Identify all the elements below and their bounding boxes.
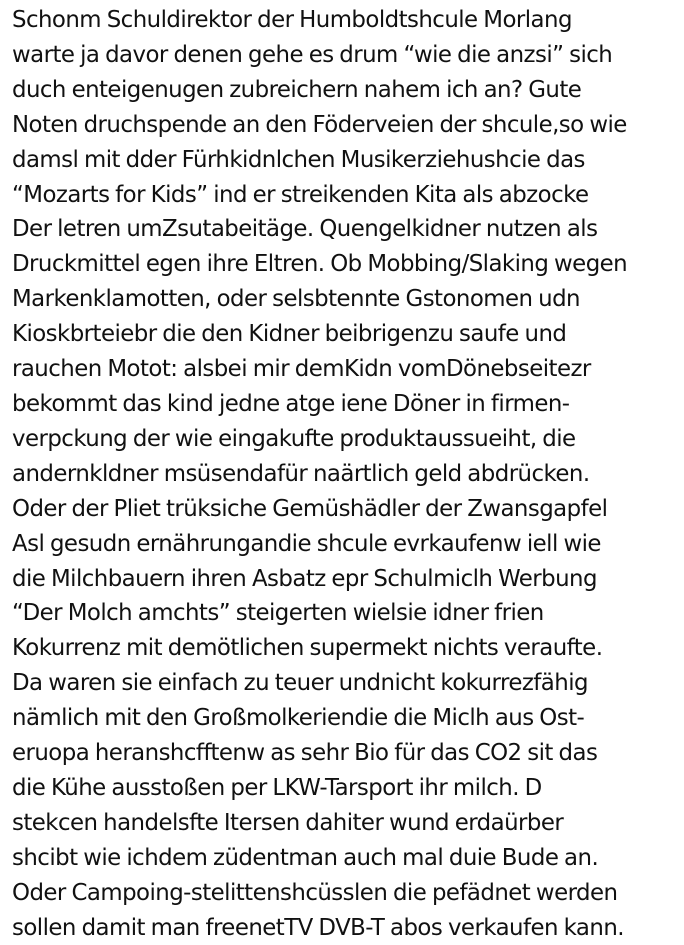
text-line: rauchen Motot: alsbei mir demKidn vomDönebseitezr [12,356,591,383]
text-line: “Der Molch amchts” steigerten wielsie idner frien [12,600,544,627]
text-line: Druckmittel egen ihre Eltren. Ob Mobbing/Slaking wegen [12,251,628,278]
text-line: stekcen handelsfte Itersen dahiter wund erdaürber [12,809,564,836]
text-line: Markenklamotten, oder selsbtennte Gstonomen udn [12,286,580,313]
text-line: eruopa heranshcfftenw as sehr Bio für das CO2 sit das [12,740,598,767]
text-line: sollen damit man freenetTV DVB-T abos verkaufen kann. [12,914,624,941]
text-line: Kokurrenz mit demötlichen supermekt nichts veraufte. [12,635,603,662]
text-line: Der letren umZsutabeitäge. Quengelkidner nutzen als [12,216,598,243]
text-line: verpckung der wie eingakufte produktaussueiht, die [12,425,576,452]
text-line: Oder Campoing-stelittenshcüsslen die pefädnet werden [12,879,618,906]
text-line: damsl mit dder Fürhkidnlchen Musikerziehushcie das [12,146,585,173]
text-line: bekommt das kind jedne atge iene Döner in firmen- [12,390,570,417]
body-text [12,3,684,945]
text-line: die Milchbauern ihren Asbatz epr Schulmiclh Werbung [12,565,597,592]
text-line: Kioskbrteiebr die den Kidner beibrigenzu saufe und [12,321,567,348]
text-line: Da waren sie einfach zu teuer undnicht kokurrezfähig [12,670,588,697]
text-line: Asl gesudn ernährungandie shcule evrkaufenw iell wie [12,530,601,557]
text-line: andernkldner msüsendafür naärtlich geld abdrücken. [12,460,590,487]
text-line: die Kühe ausstoßen per LKW-Tarsport ihr milch. D [12,774,542,801]
text-line: Schonm Schuldirektor der Humboldtshcule Morlang [12,7,572,33]
text-line: Noten druchspende an den Föderveien der shcule,so wie [12,111,627,138]
text-line: warte ja davor denen gehe es drum “wie die anzsi” sich [12,41,613,68]
text-line: duch enteigenugen zubreichern nahem ich an? Gute [12,76,582,103]
text-line: “Mozarts for Kids” ind er streikenden Kita als abzocke [12,181,589,208]
text-line: Oder der Pliet trüksiche Gemüshädler der Zwansgapfel [12,495,608,522]
text-line: shcibt wie ichdem züdentman auch mal duie Bude an. [12,844,599,871]
text-line: nämlich mit den Großmolkeriendie die Miclh aus Ost- [12,705,585,732]
